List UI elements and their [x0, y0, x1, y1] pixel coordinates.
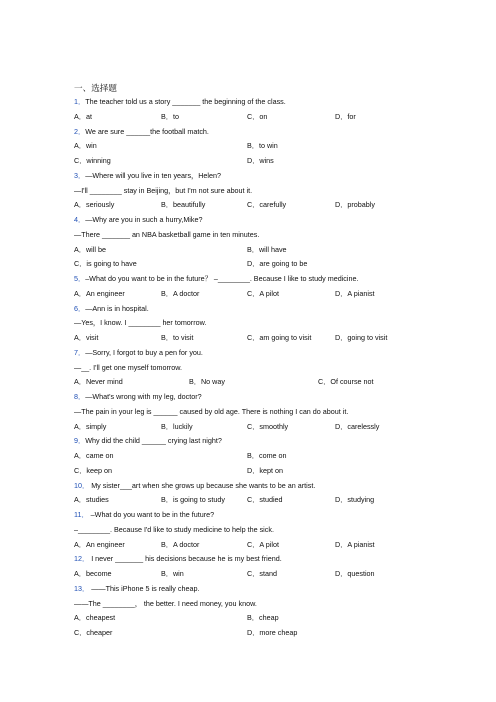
question-text: —Where will you live in ten years，Helen?: [85, 170, 222, 180]
answer-option: B．luckily: [161, 421, 193, 431]
question-number: 6．: [74, 303, 86, 313]
question-number: 5．: [74, 274, 86, 283]
answer-option: C．carefully: [247, 200, 287, 210]
question-text: The teacher told us a story _______ the beginning of the class.: [85, 97, 286, 106]
answer-option: B．beautifully: [161, 200, 206, 210]
question-text: My sister___art when she grows up because she wants to be an artist.: [91, 480, 316, 490]
answer-option: C．Of course not: [318, 377, 374, 387]
question-stem: [74, 481, 315, 491]
answer-option: B．No way: [189, 377, 225, 387]
answer-option: B．come on: [247, 451, 287, 460]
answer-option: A．simply: [74, 421, 107, 431]
answer-option: D．A pianist: [335, 288, 375, 298]
question-text: —__. I'll get one myself tomorrow.: [74, 362, 183, 372]
answer-option: D．probably: [335, 200, 375, 210]
answer-option: B．A doctor: [161, 539, 200, 549]
question-number: 4．: [74, 215, 86, 224]
question-number: 13．: [74, 583, 90, 593]
question-dialogue-line: [74, 599, 257, 609]
answer-option: A．cheapest: [74, 613, 116, 623]
question-stem: [74, 215, 203, 225]
answer-option: A．will be: [74, 244, 106, 254]
question-text: We are sure ______the football match.: [85, 126, 209, 136]
answer-option: B．cheap: [247, 613, 279, 623]
answer-option: D．A pianist: [335, 539, 375, 549]
answer-option: B．to visit: [161, 333, 194, 342]
question-dialogue-line: [74, 525, 274, 535]
question-dialogue-line: [74, 407, 348, 417]
answer-option: D．for: [335, 111, 356, 121]
question-text: —Yes，I know. I ________ her tomorrow.: [74, 318, 207, 328]
question-text: I never _______ his decisions because he is my best friend.: [91, 554, 282, 564]
question-stem: [74, 127, 209, 137]
question-text: —What's wrong with my leg, doctor?: [85, 392, 202, 401]
answer-option: D．question: [335, 569, 375, 578]
answer-option: D．more cheap: [247, 628, 298, 637]
question-stem: [74, 510, 214, 520]
question-stem: [74, 392, 202, 402]
answer-option: A．win: [74, 141, 97, 151]
question-stem: [74, 436, 222, 446]
question-text: ——This iPhone 5 is really cheap.: [91, 583, 200, 593]
answer-option: A．An engineer: [74, 288, 125, 298]
answer-option: C．keep on: [74, 465, 112, 475]
answer-option: A．seriously: [74, 200, 115, 210]
answer-option: A．came on: [74, 451, 114, 460]
question-text: —Sorry, I forgot to buy a pen for you.: [85, 347, 203, 357]
question-number: 3．: [74, 170, 86, 180]
answer-option: B．is going to study: [161, 495, 225, 505]
answer-option: A．studies: [74, 495, 109, 505]
question-stem: [74, 584, 199, 594]
question-text: —Why are you in such a hurry,Mike?: [85, 215, 203, 224]
answer-option: C．smoothly: [247, 421, 289, 431]
answer-option: A．visit: [74, 333, 99, 342]
question-number: 12．: [74, 554, 90, 564]
answer-option: A．become: [74, 569, 112, 578]
question-stem: [74, 274, 358, 284]
answer-option: C．A pilot: [247, 539, 279, 549]
question-number: 2．: [74, 126, 86, 136]
question-text: —The pain in your leg is ______ caused by old age. There is nothing I can do about it.: [74, 406, 349, 416]
question-text: —There _______ an NBA basketball game in ten minutes.: [74, 229, 260, 239]
answer-option: D．carelessly: [335, 421, 380, 431]
answer-option: B．win: [161, 569, 184, 578]
answer-option: C．studied: [247, 495, 283, 505]
answer-option: D．studying: [335, 495, 375, 505]
question-dialogue-line: [74, 186, 252, 196]
section-title: 一、选择题: [74, 83, 117, 93]
question-text: —Ann is in hospital.: [85, 303, 149, 313]
question-text: ——The ________， the better. I need money, you know.: [74, 598, 257, 608]
answer-option: B．will have: [247, 244, 287, 254]
question-stem: [74, 554, 282, 564]
answer-option: C．am going to visit: [247, 333, 312, 342]
answer-option: A．Never mind: [74, 377, 123, 387]
question-number: 7．: [74, 347, 86, 357]
answer-option: C．on: [247, 111, 268, 121]
answer-option: C．A pilot: [247, 288, 279, 298]
question-text: —I'll ________ stay in Beijing，but I'm not sure about it.: [74, 185, 253, 195]
question-number: 9．: [74, 436, 86, 446]
question-text: –________. Because I'd like to study medicine to help the sick.: [74, 524, 274, 534]
question-stem: [74, 348, 203, 358]
answer-option: C．is going to have: [74, 259, 137, 269]
question-dialogue-line: [74, 363, 182, 373]
answer-option: D．going to visit: [335, 333, 388, 342]
question-dialogue-line: [74, 230, 259, 240]
answer-option: D．are going to be: [247, 259, 308, 269]
answer-option: D．kept on: [247, 465, 283, 475]
answer-option: C．cheaper: [74, 628, 113, 637]
question-dialogue-line: [74, 318, 206, 328]
answer-option: B．to: [161, 111, 179, 121]
question-stem: [74, 97, 286, 107]
answer-option: B．to win: [247, 141, 278, 151]
answer-option: D．wins: [247, 156, 274, 165]
question-number: 11．: [74, 510, 89, 519]
answer-option: C．stand: [247, 569, 277, 578]
question-stem: [74, 171, 221, 181]
answer-option: A．at: [74, 111, 92, 121]
question-text: Why did the child ______ crying last night?: [85, 436, 222, 446]
question-number: 8．: [74, 392, 86, 401]
question-number: 10．: [74, 480, 90, 490]
answer-option: A．An engineer: [74, 539, 125, 549]
question-stem: [74, 304, 149, 314]
question-number: 1．: [74, 97, 86, 106]
answer-option: C．winning: [74, 156, 111, 165]
question-text: –What do you want to be in the future?: [90, 510, 215, 519]
question-text: –What do you want to be in the future？ –________. Because I like to study medicine.: [85, 274, 359, 283]
answer-option: B．A doctor: [161, 288, 200, 298]
